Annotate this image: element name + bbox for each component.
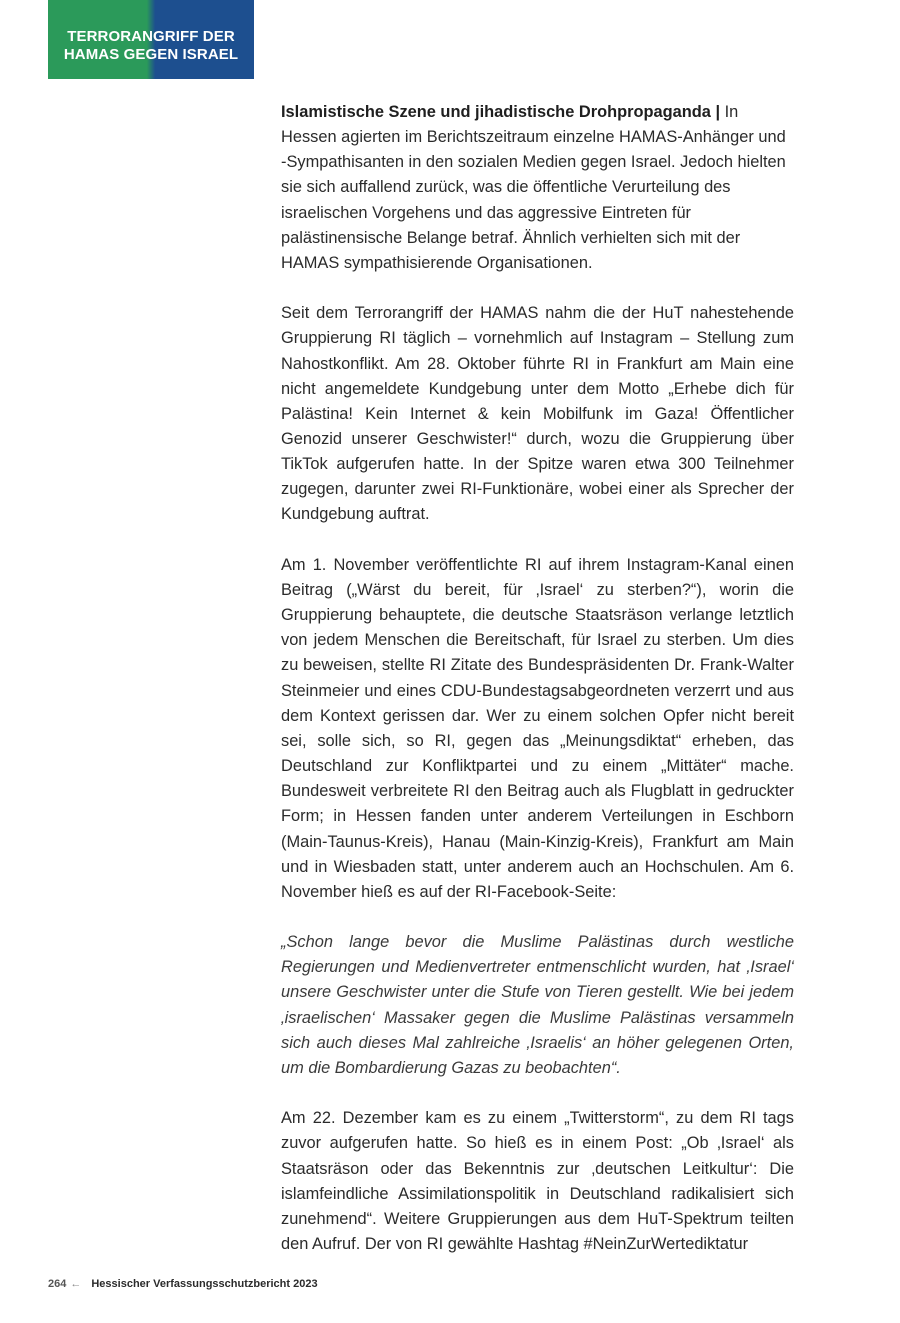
paragraph-twitterstorm: Am 22. Dezember kam es zu einem „Twitterstorm“, zu dem RI tags zuvor aufgerufen hatte. So hieß es in einem Post: „Ob ‚Israel‘ als Staatsräson oder das Bekenntnis zur ‚deutschen Leitkultur‘: Die islamfeindliche Assimilationspolitik in Deutschland radikalisiert sich zunehmend“. Weitere Gruppierungen aus dem HuT-Spektrum teilten den Aufruf. Der von RI gewählte Hashtag #NeinZurWertediktatur	[281, 1109, 794, 1253]
block-quote: „Schon lange bevor die Muslime Palästinas durch westliche Regierungen und Medienvertreter entmenschlicht wurden, hat ‚Israel‘ unsere Geschwister unter die Stufe von Tieren gestellt. Wie bei jedem ‚israelischen‘ Massaker gegen die Muslime Palästinas versammeln sich auch dieses Mal zahlreiche ‚Israelis‘ an höher gelegenen Orten, um die Bombardierung Gazas zu beobachten“.	[281, 933, 794, 1077]
paragraph-instagram-beitrag: Am 1. November veröffentlichte RI auf ihrem Instagram-Kanal einen Beitrag („Wärst du bereit, für ‚Israel‘ zu sterben?“), worin die Gruppierung behauptete, die deutsche Staatsräson verlange letztlich von jedem Menschen die Bereitschaft, für Israel zu sterben. Um dies zu beweisen, stellte RI Zitate des Bundespräsidenten Dr. Frank-Walter Steinmeier und eines CDU-Bundestagsabgeordneten verzerrt und aus dem Kontext gerissen dar. Wer zu einem solchen Opfer nicht bereit sei, solle sich, so RI, gegen das „Meinungsdiktat“ erheben, das Deutschland zur Konfliktpartei und zu einem „Mittäter“ mache. Bundesweit verbreitete RI den Beitrag auch als Flugblatt in gedruckter Form; in Hessen fanden unter anderem Verteilungen in Eschborn (Main-Taunus-Kreis), Hanau (Main-Kinzig-Kreis), Frankfurt am Main und in Wiesbaden statt, unter anderem auch an Hochschulen. Am 6. November hieß es auf der RI-Facebook-Seite:	[281, 555, 794, 901]
page-footer	[48, 1278, 318, 1290]
chapter-tab	[48, 0, 254, 79]
chapter-title-line2: HAMAS GEGEN ISRAEL	[63, 46, 239, 63]
paragraph-intro	[281, 100, 794, 276]
page-number: 264	[48, 1278, 67, 1290]
body-text	[281, 100, 794, 1282]
arrow-left-icon[interactable]: ←	[70, 1278, 82, 1290]
section-heading: Islamistische Szene und jihadistische Drohpropaganda |	[281, 103, 721, 121]
paragraph-kundgebung: Seit dem Terrorangriff der HAMAS nahm die der HuT nahestehende Gruppierung RI täglich – vornehmlich auf Instagram – Stellung zum Nahostkonflikt. Am 28. Oktober führte RI in Frankfurt am Main eine nicht angemeldete Kundgebung unter dem Motto „Erhebe dich für Palästina! Kein Internet & kein Mobilfunk im Gaza! Öffentlicher Genozid unserer Geschwister!“ durch, wozu die Gruppierung über TikTok aufgerufen hatte. In der Spitze waren etwa 300 Teilnehmer zugegen, darunter zwei RI-Funktionäre, wobei einer als Sprecher der Kundgebung auftrat.	[281, 304, 794, 524]
paragraph-intro-text: In Hessen agierten im Berichtszeitraum einzelne HAMAS-Anhänger und -Sympathisanten in den sozialen Medien gegen Israel. Jedoch hielten sie sich auffallend zurück, was die öffentliche Verurteilung des israelischen Vorgehens und das aggressive Eintreten für palästinensische Belange betraf. Ähnlich verhielten sich mit der HAMAS sympathisierende Organisationen.	[281, 103, 786, 272]
chapter-title-line1: TERRORANGRIFF DER	[67, 28, 235, 45]
publication-title: Hessischer Verfassungsschutzbericht 2023	[91, 1278, 318, 1290]
